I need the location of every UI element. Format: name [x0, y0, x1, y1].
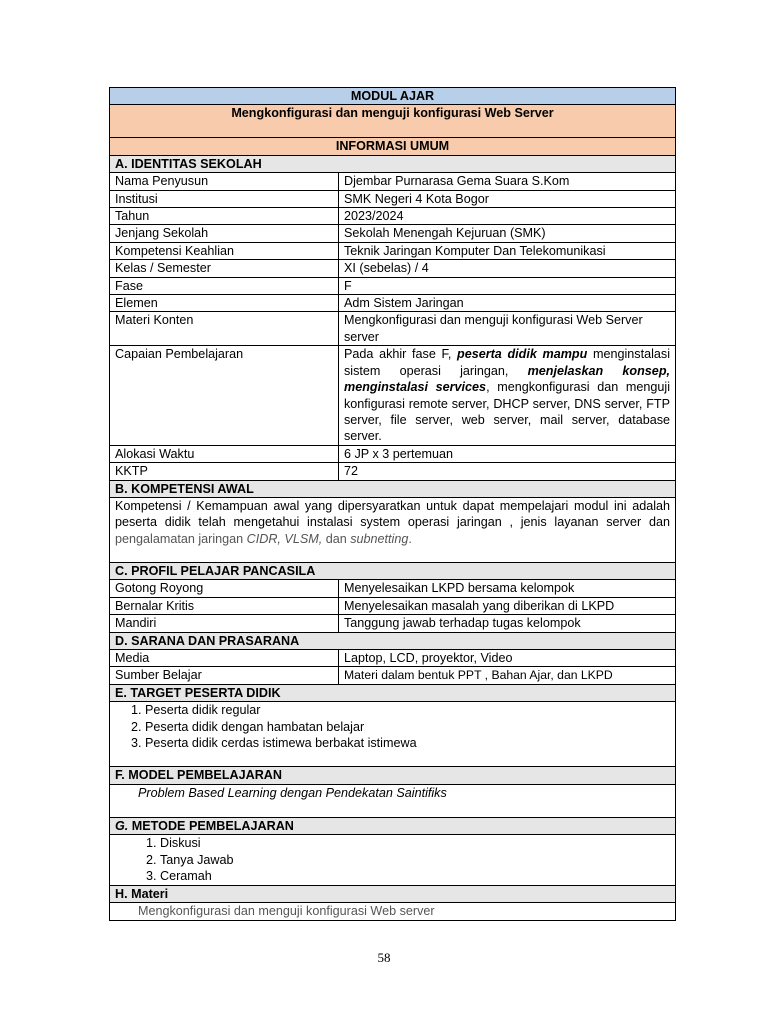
- list-item: 3. Peserta didik cerdas istimewa berbakat istimewa: [145, 735, 670, 752]
- row-label: Jenjang Sekolah: [110, 225, 339, 242]
- materi-row: [110, 903, 676, 920]
- table-row: [110, 615, 676, 632]
- table-row: [110, 312, 676, 346]
- section-h-heading: H. Materi: [110, 885, 676, 902]
- capaian-text: menginstalasi sistem operasi jaringan,: [344, 347, 671, 378]
- table-row: [110, 649, 676, 666]
- row-value: Tanggung jawab terhadap tugas kelompok: [339, 615, 676, 632]
- section-g-row: [110, 817, 676, 834]
- table-row: [110, 277, 676, 294]
- capaian-label: Capaian Pembelajaran: [110, 346, 339, 445]
- section-g-heading: [110, 817, 676, 834]
- table-row: [110, 580, 676, 597]
- kompetensi-part: CIDR, VLSM,: [246, 531, 323, 546]
- metode-list: [115, 835, 670, 885]
- model-row: [110, 784, 676, 817]
- title-row: [110, 88, 676, 105]
- section-f-heading: F. MODEL PEMBELAJARAN: [110, 767, 676, 784]
- list-item: 1. Peserta didik regular: [145, 702, 670, 719]
- row-label: Kelas / Semester: [110, 260, 339, 277]
- row-label: Institusi: [110, 190, 339, 207]
- table-row: [110, 242, 676, 259]
- section-a-heading: A. IDENTITAS SEKOLAH: [110, 155, 676, 172]
- capaian-value: [339, 346, 676, 445]
- capaian-emphasis: peserta didik mampu: [457, 347, 588, 362]
- table-row: [110, 208, 676, 225]
- row-value: Menyelesaikan masalah yang diberikan di LKPD: [339, 597, 676, 614]
- kompetensi-part: dan: [322, 531, 351, 546]
- list-item: 3. Ceramah: [160, 868, 670, 885]
- row-label: Bernalar Kritis: [110, 597, 339, 614]
- list-item: 2. Peserta didik dengan hambatan belajar: [145, 719, 670, 736]
- metode-row: [110, 835, 676, 886]
- page-number: 58: [377, 950, 391, 965]
- row-value: Djembar Purnarasa Gema Suara S.Kom: [339, 173, 676, 190]
- row-label: Alokasi Waktu: [110, 445, 339, 462]
- section-g-title: METODE PEMBELAJARAN: [128, 818, 294, 833]
- row-value: Materi dalam bentuk PPT , Bahan Ajar, dan LKPD: [339, 667, 676, 684]
- target-list-cell: [110, 702, 676, 767]
- section-a-row: [110, 155, 676, 172]
- list-item: 2. Tanya Jawab: [160, 852, 670, 869]
- kompetensi-text: [110, 497, 676, 562]
- section-e-heading: E. TARGET PESERTA DIDIK: [110, 684, 676, 701]
- section-c-row: [110, 562, 676, 579]
- section-h-row: [110, 885, 676, 902]
- module-subtitle: Mengkonfigurasi dan menguji konfigurasi Web Server: [110, 105, 676, 138]
- section-e-row: [110, 684, 676, 701]
- module-title: MODUL AJAR: [110, 88, 676, 105]
- capaian-emphasis: menjelaskan konsep, menginstalasi services: [344, 363, 671, 395]
- section-b-heading: B. KOMPETENSI AWAL: [110, 480, 676, 497]
- row-label: Elemen: [110, 295, 339, 312]
- row-label: Kompetensi Keahlian: [110, 242, 339, 259]
- row-label: KKTP: [110, 463, 339, 480]
- row-label: Fase: [110, 277, 339, 294]
- row-label: Media: [110, 649, 339, 666]
- row-value: Teknik Jaringan Komputer Dan Telekomunikasi: [339, 242, 676, 259]
- row-label: Gotong Royong: [110, 580, 339, 597]
- table-row: [110, 173, 676, 190]
- kompetensi-part: Kompetensi / Kemampuan awal yang dipersyaratkan untuk dapat mempelajari modul ini adalah peserta didik telah mengetahui instalasi system operasi jaringan , jenis layanan server dan: [115, 498, 671, 530]
- row-value: Menyelesaikan LKPD bersama kelompok: [339, 580, 676, 597]
- row-value: Mengkonfigurasi dan menguji konfigurasi Web Server server: [339, 312, 676, 346]
- row-value: Adm Sistem Jaringan: [339, 295, 676, 312]
- section-d-row: [110, 632, 676, 649]
- row-label: Nama Penyusun: [110, 173, 339, 190]
- row-value: 2023/2024: [339, 208, 676, 225]
- section-b-row: [110, 480, 676, 497]
- row-value: XI (sebelas) / 4: [339, 260, 676, 277]
- info-heading-row: [110, 138, 676, 155]
- table-row: [110, 225, 676, 242]
- row-value: Sekolah Menengah Kejuruan (SMK): [339, 225, 676, 242]
- kompetensi-part: subnetting: [350, 531, 409, 546]
- row-value: 6 JP x 3 pertemuan: [339, 445, 676, 462]
- section-d-heading: D. SARANA DAN PRASARANA: [110, 632, 676, 649]
- row-label: Mandiri: [110, 615, 339, 632]
- kompetensi-row: [110, 497, 676, 562]
- row-value: Laptop, LCD, proyektor, Video: [339, 649, 676, 666]
- target-row: [110, 702, 676, 767]
- kompetensi-part: .: [408, 531, 412, 546]
- materi-text: Mengkonfigurasi dan menguji konfigurasi Web server: [110, 903, 676, 920]
- row-value: SMK Negeri 4 Kota Bogor: [339, 190, 676, 207]
- table-row: [110, 190, 676, 207]
- kompetensi-part: pengalamatan jaringan: [115, 531, 247, 546]
- section-f-row: [110, 767, 676, 784]
- row-label: Tahun: [110, 208, 339, 225]
- info-heading: INFORMASI UMUM: [110, 138, 676, 155]
- capaian-text: Pada akhir fase F,: [344, 347, 457, 362]
- table-row: [110, 597, 676, 614]
- metode-list-cell: [110, 835, 676, 886]
- section-c-heading: C. PROFIL PELAJAR PANCASILA: [110, 562, 676, 579]
- subtitle-row: [110, 105, 676, 138]
- section-g-letter: G.: [115, 818, 129, 833]
- row-value: 72: [339, 463, 676, 480]
- table-row: [110, 463, 676, 480]
- row-value: F: [339, 277, 676, 294]
- model-text: Problem Based Learning dengan Pendekatan Saintifiks: [110, 784, 676, 817]
- table-row: [110, 667, 676, 684]
- capaian-row: [110, 346, 676, 445]
- row-label: Sumber Belajar: [110, 667, 339, 684]
- table-row: [110, 445, 676, 462]
- table-row: [110, 260, 676, 277]
- table-row: [110, 295, 676, 312]
- capaian-text: , mengkonfigurasi dan menguji konfigurasi remote server, DHCP server, DNS server, FTP server, file server, web server, mail server, database server.: [344, 380, 671, 444]
- modul-ajar-table: [109, 87, 676, 921]
- row-label: Materi Konten: [110, 312, 339, 346]
- list-item: 1. Diskusi: [160, 835, 670, 852]
- target-list: [115, 702, 670, 752]
